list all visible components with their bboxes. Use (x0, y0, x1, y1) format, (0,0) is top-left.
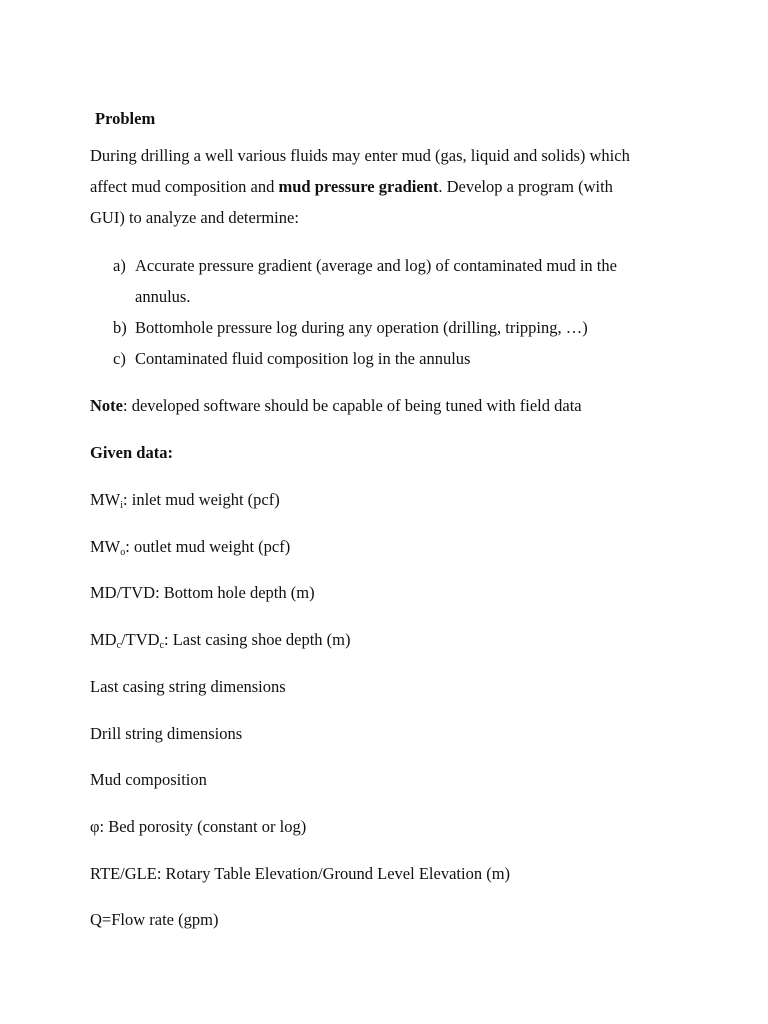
mdc-symbol: MD (90, 630, 117, 649)
given-mdc-tvdc (90, 630, 351, 650)
given-rte-gle: RTE/GLE: Rotary Table Elevation/Ground Level Elevation (m) (90, 864, 511, 883)
list-item-b: Bottomhole pressure log during any operation (drilling, tripping, …) (135, 318, 588, 337)
list-item-a-line-2: annulus. (135, 287, 191, 306)
intro-line-2-post: . Develop a program (with (438, 177, 613, 196)
mwi-symbol: MW (90, 490, 121, 509)
mwi-description: : inlet mud weight (pcf) (123, 490, 280, 509)
list-marker-b: b) (113, 318, 127, 337)
given-drill-string: Drill string dimensions (90, 724, 243, 743)
tvdc-subscript: c (159, 640, 164, 651)
mdc-description: : Last casing shoe depth (m) (164, 630, 351, 649)
intro-line-2-pre: affect mud composition and (90, 177, 279, 196)
intro-line-3: GUI) to analyze and determine: (90, 208, 299, 227)
note-label: Note (90, 396, 123, 415)
intro-line-1: During drilling a well various fluids may enter mud (gas, liquid and solids) which (90, 146, 630, 165)
given-mwi (90, 490, 280, 510)
mwi-subscript: i (120, 500, 124, 511)
list-item-c: Contaminated fluid composition log in the annulus (135, 349, 471, 368)
mdc-subscript: c (116, 640, 122, 651)
given-data-heading: Given data: (90, 443, 173, 462)
list-item-a-line-1: Accurate pressure gradient (average and log) of contaminated mud in the (135, 256, 617, 275)
intro-line-2 (90, 177, 613, 197)
mwo-description: : outlet mud weight (pcf) (125, 537, 291, 556)
problem-heading: Problem (95, 109, 156, 128)
given-flow-rate: Q=Flow rate (gpm) (90, 910, 219, 929)
mwo-symbol: MW (90, 537, 121, 556)
list-marker-a: a) (113, 256, 126, 275)
given-mud-composition: Mud composition (90, 770, 207, 789)
given-mwo (90, 537, 290, 557)
note-text: : developed software should be capable of being tuned with field data (122, 396, 582, 415)
mud-pressure-gradient-term: mud pressure gradient (278, 177, 439, 196)
given-md-tvd: MD/TVD: Bottom hole depth (m) (90, 583, 315, 602)
given-casing: Last casing string dimensions (90, 677, 286, 696)
note-paragraph (90, 396, 582, 416)
list-marker-c: c) (113, 349, 126, 368)
tvdc-symbol: /TVD (121, 630, 160, 649)
given-porosity: φ: Bed porosity (constant or log) (90, 817, 307, 836)
mwo-subscript: o (120, 547, 126, 558)
